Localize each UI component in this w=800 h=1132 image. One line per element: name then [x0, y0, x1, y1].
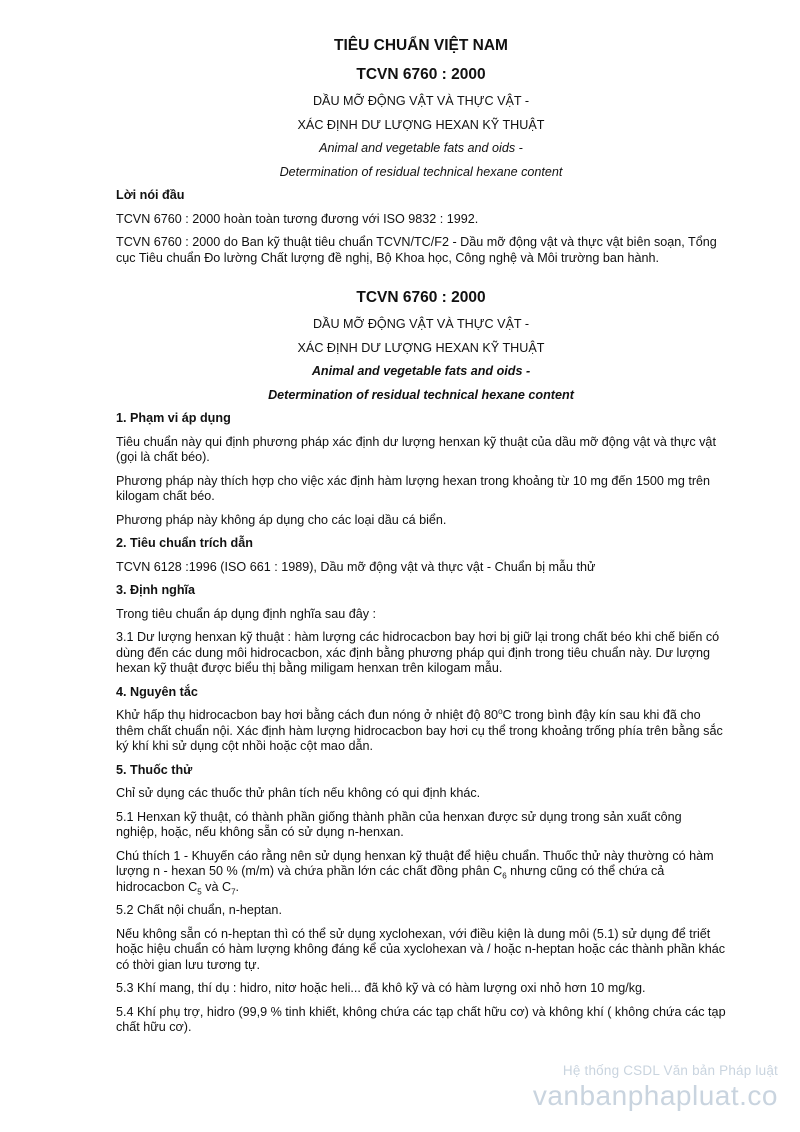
section-1-heading: 1. Phạm vi áp dụng	[116, 411, 231, 425]
note-text-b: nhưng cũng có thể chứa cả hidrocacbon C	[116, 864, 665, 894]
section-3-paragraph-1: Trong tiêu chuẩn áp dụng định nghĩa sau đây :	[116, 606, 376, 621]
section-5-paragraph-4: Nếu không sẵn có n-heptan thì có thể sử dụng xyclohexan, với điều kiện là dung môi (5.1) sử dụng để triết hoặc hiệu chuẩn có hàm lượng không đáng kể của xyclohexan và / hoặc n-heptan hoặc các thành phần khác có thời gian lưu tương tự.	[116, 926, 726, 972]
watermark-line-1: Hệ thống CSDL Văn bản Pháp luật	[562, 1063, 778, 1078]
section-5-note-1	[116, 849, 726, 896]
title-en-line-1: Animal and vegetable fats and oids -	[319, 141, 523, 155]
section-5-paragraph-1: Chỉ sử dụng các thuốc thử phân tích nếu không có qui định khác.	[116, 786, 481, 800]
section-5-heading: 5. Thuốc thử	[116, 762, 193, 777]
section-1-paragraph-1: Tiêu chuẩn này qui định phương pháp xác định dư lượng henxan kỹ thuật của dầu mỡ động vật và thực vật (gọi là chất béo).	[116, 434, 716, 464]
watermark	[533, 1063, 778, 1113]
section-5-paragraph-2: 5.1 Henxan kỹ thuật, có thành phần giống thành phần của henxan được sử dụng trong sản xuất công nghiệp, hoặc, nếu không sẵn có sử dụng n-henxan.	[116, 809, 682, 839]
standard-code: TCVN 6760 : 2000	[356, 66, 486, 83]
section-1-paragraph-3: Phương pháp này không áp dụng cho các loại dầu cá biển.	[116, 512, 447, 527]
degree-superscript: o	[498, 706, 503, 716]
section-5-paragraph-3: 5.2 Chất nội chuẩn, n-heptan.	[116, 903, 282, 917]
section-3-heading: 3. Định nghĩa	[116, 583, 196, 597]
note-subscript-3: 7	[231, 887, 236, 897]
note-subscript-1: 6	[502, 871, 507, 881]
section-4-text-b: C trong bình đậy kín sau khi đã cho thêm chất chuẩn nội. Xác định hàm lượng hidrocacbon bay hơi cụ thể trong khoảng trống phía trên bằng sắc ký khí khi sử dụng cột nhồi hoặc cột mao dẫn.	[116, 708, 723, 753]
title-vi-line-1: DẦU MỠ ĐỘNG VẬT VÀ THỰC VẬT -	[312, 94, 530, 108]
note-text-c: và C	[201, 879, 232, 894]
section-5-paragraph-6: 5.4 Khí phụ trợ, hidro (99,9 % tinh khiết, không chứa các tạp chất hữu cơ) và không khí ( không chứa các tạp chất hữu cơ).	[116, 1004, 726, 1034]
note-text-d: .	[235, 879, 240, 894]
section-4-paragraph-1	[116, 708, 726, 755]
foreword-paragraph-1: TCVN 6760 : 2000 hoàn toàn tương đương với ISO 9832 : 1992.	[116, 211, 479, 226]
section-4-heading: 4. Nguyên tắc	[116, 684, 198, 699]
title-en-line-2: Determination of residual technical hexane content	[279, 164, 563, 179]
section-5-paragraph-5: 5.3 Khí mang, thí dụ : hidro, nitơ hoặc heli... đã khô kỹ và có hàm lượng oxi nhỏ hơn 10 mg/kg.	[116, 981, 646, 995]
section-2-paragraph-1: TCVN 6128 :1996 (ISO 661 : 1989), Dầu mỡ động vật và thực vật - Chuẩn bị mẫu thử	[116, 559, 596, 574]
title-block-vi-2: XÁC ĐỊNH DƯ LƯỢNG HEXAN KỸ THUẬT	[297, 340, 545, 355]
foreword-heading: Lời nói đầu	[116, 188, 185, 202]
title-block-vi-1: DẦU MỠ ĐỘNG VẬT VÀ THỰC VẬT -	[312, 317, 530, 331]
foreword-paragraph-2: TCVN 6760 : 2000 do Ban kỹ thuật tiêu chuẩn TCVN/TC/F2 - Dầu mỡ động vật và thực vật biên soạn, Tổng cục Tiêu chuẩn Đo lường Chất lượng đề nghị, Bộ Khoa học, Công nghệ và Môi trường ban hành.	[116, 235, 717, 265]
section-3-paragraph-2: 3.1 Dư lượng henxan kỹ thuật : hàm lượng các hidrocacbon bay hơi bị giữ lại trong chất béo khi chế biến có dùng đến các dung môi hidrocacbon, xác định bằng phương pháp qui định trong tiêu chuẩn này. Dư lượng hexan kỹ thuật được biểu thị bằng miligam henxan trên kilogam mẫu.	[116, 630, 720, 675]
watermark-line-2: vanbanphapluat.co	[532, 1080, 778, 1111]
title-block-en-2: Determination of residual technical hexane content	[268, 387, 574, 402]
title-vi-line-2: XÁC ĐỊNH DƯ LƯỢNG HEXAN KỸ THUẬT	[297, 117, 545, 132]
section-2-heading: 2. Tiêu chuẩn trích dẫn	[116, 536, 253, 550]
note-subscript-2: 5	[197, 887, 202, 897]
section-1-paragraph-2: Phương pháp này thích hợp cho việc xác định hàm lượng hexan trong khoảng từ 10 mg đến 1500 mg trên kilogam chất béo.	[116, 473, 711, 503]
document-body	[116, 36, 726, 1044]
section-4-text-a: Khử hấp thụ hidrocacbon bay hơi bằng cách đun nóng ở nhiệt độ 80	[116, 708, 499, 722]
note-text-a: Chú thích 1 - Khuyến cáo rằng nên sử dụng henxan kỹ thuật để hiệu chuẩn. Thuốc thử này thường có hàm lượng n - hexan 50 % (m/m) và chứa phần lớn các chất đồng phân C	[116, 848, 714, 878]
title-block-en-1: Animal and vegetable fats and oids -	[311, 364, 531, 378]
standard-name: TIÊU CHUẨN VIỆT NAM	[334, 37, 508, 54]
title-block-code: TCVN 6760 : 2000	[356, 289, 486, 306]
